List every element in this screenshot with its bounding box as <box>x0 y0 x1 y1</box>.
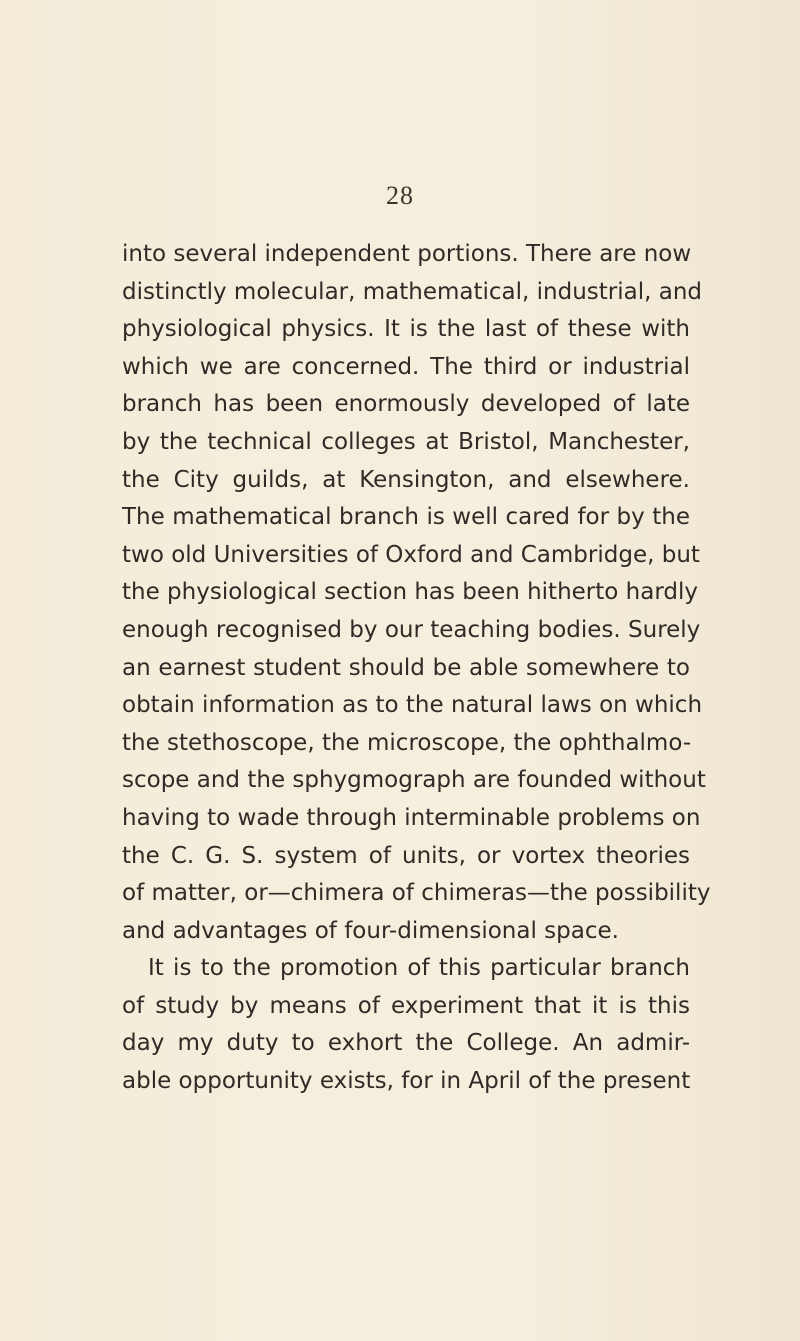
text-line: the physiological section has been hitherto hardly <box>122 579 698 606</box>
text-line: the C. G. S. system of units, or vortex theories <box>122 842 690 869</box>
text-line: by the technical colleges at Bristol, Manchester, <box>122 428 690 455</box>
text-line: of study by means of experiment that it is this <box>122 992 690 1019</box>
page-number: 28 <box>386 181 414 210</box>
text-line: two old Universities of Oxford and Cambridge, but <box>122 541 700 568</box>
paragraph-2 <box>122 950 690 1100</box>
text-line: the stethoscope, the microscope, the ophthalmo- <box>122 729 692 756</box>
text-line: enough recognised by our teaching bodies. Surely <box>122 616 701 643</box>
text-line: physiological physics. It is the last of these with <box>122 316 690 343</box>
text-line: branch has been enormously developed of late <box>122 391 690 418</box>
text-line: of matter, or—chimera of chimeras—the possibility <box>122 880 711 907</box>
text-line: It is to the promotion of this particular branch <box>148 955 690 982</box>
body-text <box>122 236 711 1101</box>
text-line: an earnest student should be able somewhere to <box>122 654 690 681</box>
text-line: having to wade through interminable problems on <box>122 804 701 831</box>
text-line: obtain information as to the natural laws on which <box>122 692 703 719</box>
paragraph-1 <box>122 236 711 950</box>
text-line: scope and the sphygmograph are founded without <box>122 767 706 794</box>
text-line: the City guilds, at Kensington, and elsewhere. <box>122 466 690 493</box>
text-line: which we are concerned. The third or industrial <box>122 353 690 380</box>
text-line: distinctly molecular, mathematical, industrial, and <box>122 278 703 305</box>
text-line: and advantages of four-dimensional space. <box>122 917 619 944</box>
text-line: able opportunity exists, for in April of the present <box>122 1068 691 1095</box>
text-line: The mathematical branch is well cared for by the <box>122 504 690 531</box>
text-line: day my duty to exhort the College. An admir- <box>122 1030 690 1057</box>
text-line: into several independent portions. There are now <box>122 241 692 267</box>
